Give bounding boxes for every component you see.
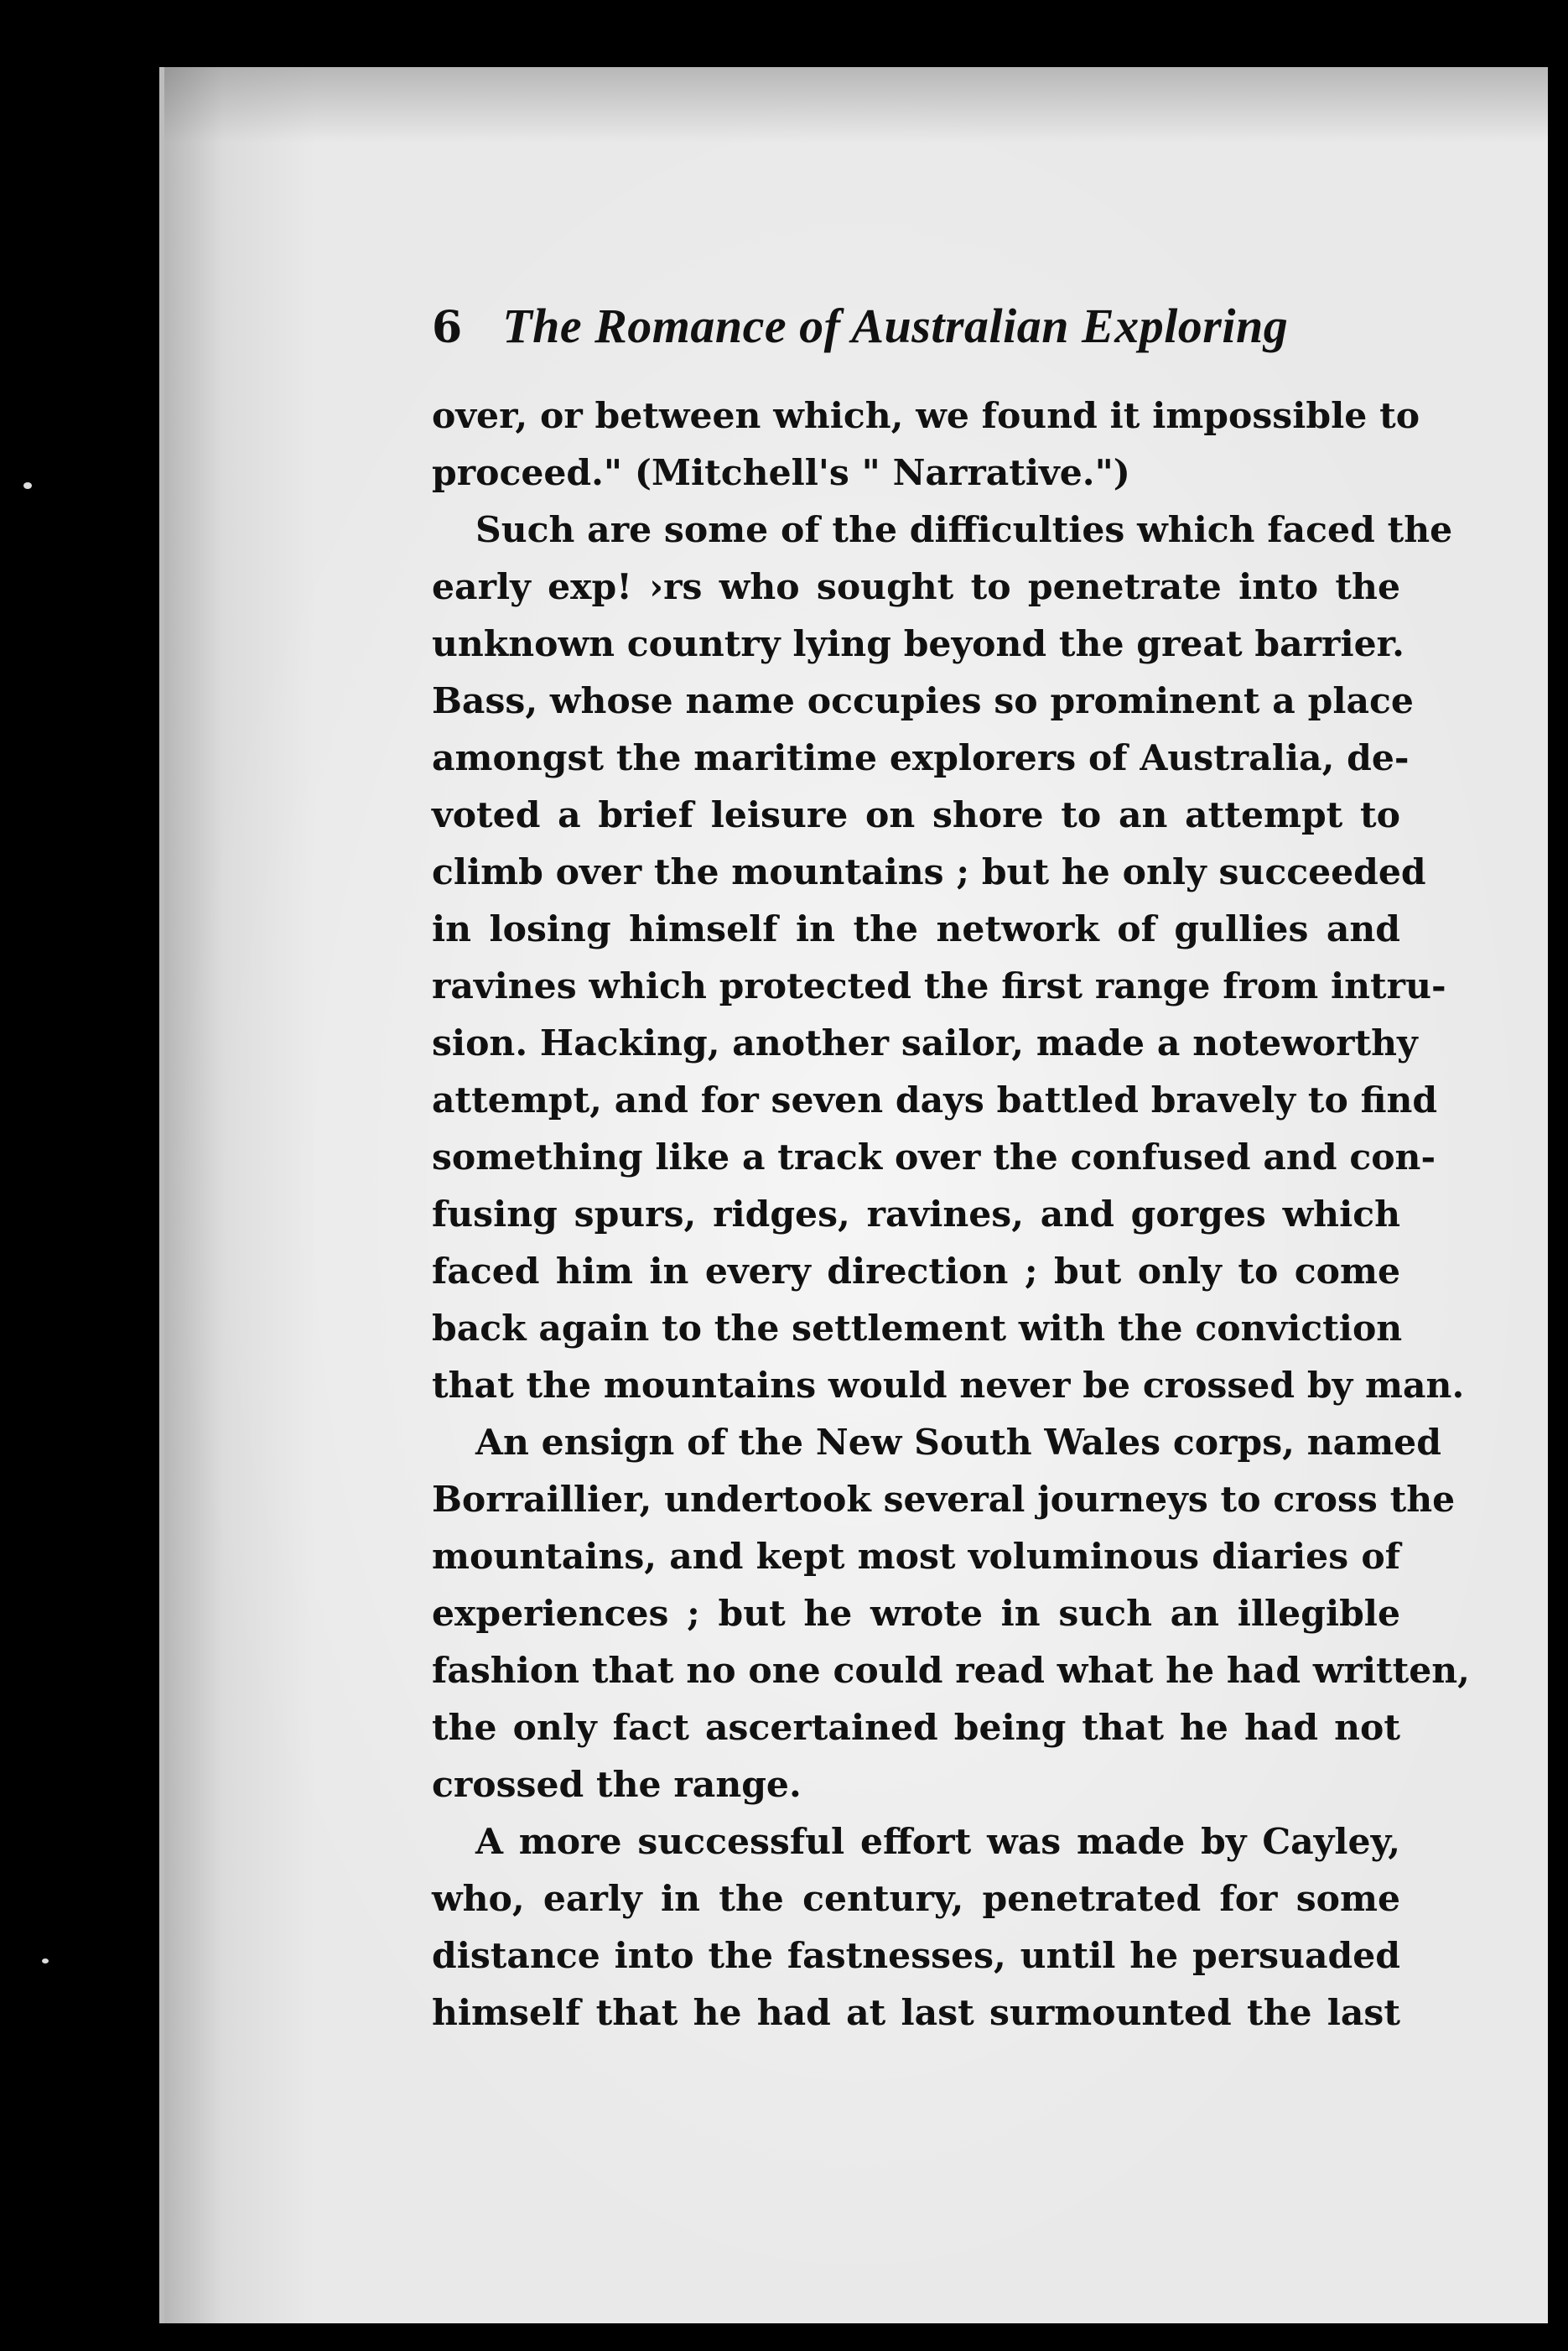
text-line: Borraillier, undertook several journeys to cross the — [432, 1479, 1456, 1521]
margin-speck — [42, 1958, 49, 1964]
margin-speck — [23, 482, 32, 489]
text-line: faced him in every direction ; but only to come — [432, 1251, 1400, 1293]
paragraph — [432, 1414, 1470, 1813]
text-line: proceed." (Mitchell's " Narrative.") — [432, 452, 1130, 494]
text-line: that the mountains would never be crossed by man. — [432, 1365, 1465, 1407]
text-line: over, or between which, we found it impossible to — [432, 395, 1420, 437]
text-line: crossed the range. — [432, 1764, 802, 1806]
text-line: climb over the mountains ; but he only succeeded — [432, 851, 1426, 893]
text-line: who, early in the century, penetrated for some — [432, 1878, 1400, 1920]
text-line: back again to the settlement with the conviction — [432, 1308, 1403, 1350]
text-line: fashion that no one could read what he had written, — [432, 1650, 1470, 1692]
text-line: the only fact ascertained being that he had not — [432, 1707, 1400, 1749]
text-line: unknown country lying beyond the great barrier. — [432, 623, 1404, 665]
text-line: early exp! ›rs who sought to penetrate into the — [432, 566, 1400, 608]
text-line: An ensign of the New South Wales corps, named — [475, 1422, 1441, 1464]
paragraph — [432, 502, 1465, 1414]
text-line: amongst the maritime explorers of Australia, de- — [432, 737, 1410, 779]
text-line: distance into the fastnesses, until he persuaded — [432, 1935, 1400, 1977]
text-line: A more successful effort was made by Cayley, — [475, 1821, 1400, 1863]
text-line: Such are some of the difficulties which faced the — [475, 509, 1453, 551]
page-header — [432, 298, 1396, 365]
text-line: fusing spurs, ridges, ravines, and gorges which — [432, 1194, 1400, 1235]
text-line: in losing himself in the network of gullies and — [432, 908, 1400, 950]
paragraph — [432, 1813, 1400, 2042]
text-line: experiences ; but he wrote in such an illegible — [432, 1593, 1400, 1635]
text-line: attempt, and for seven days battled bravely to find — [432, 1079, 1438, 1121]
page-number: 6 — [432, 302, 463, 353]
text-line: himself that he had at last surmounted the last — [432, 1992, 1400, 2034]
text-line: mountains, and kept most voluminous diaries of — [432, 1536, 1400, 1578]
running-title: The Romance of Australian Exploring — [502, 299, 1289, 353]
text-line: sion. Hacking, another sailor, made a noteworthy — [432, 1022, 1418, 1064]
text-line: Bass, whose name occupies so prominent a place — [432, 680, 1414, 722]
body-text — [432, 387, 1470, 2042]
text-line: ravines which protected the first range from intru- — [432, 965, 1446, 1007]
text-line: voted a brief leisure on shore to an attempt to — [432, 794, 1400, 836]
text-line: something like a track over the confused and con- — [432, 1136, 1436, 1178]
paragraph — [432, 387, 1420, 502]
